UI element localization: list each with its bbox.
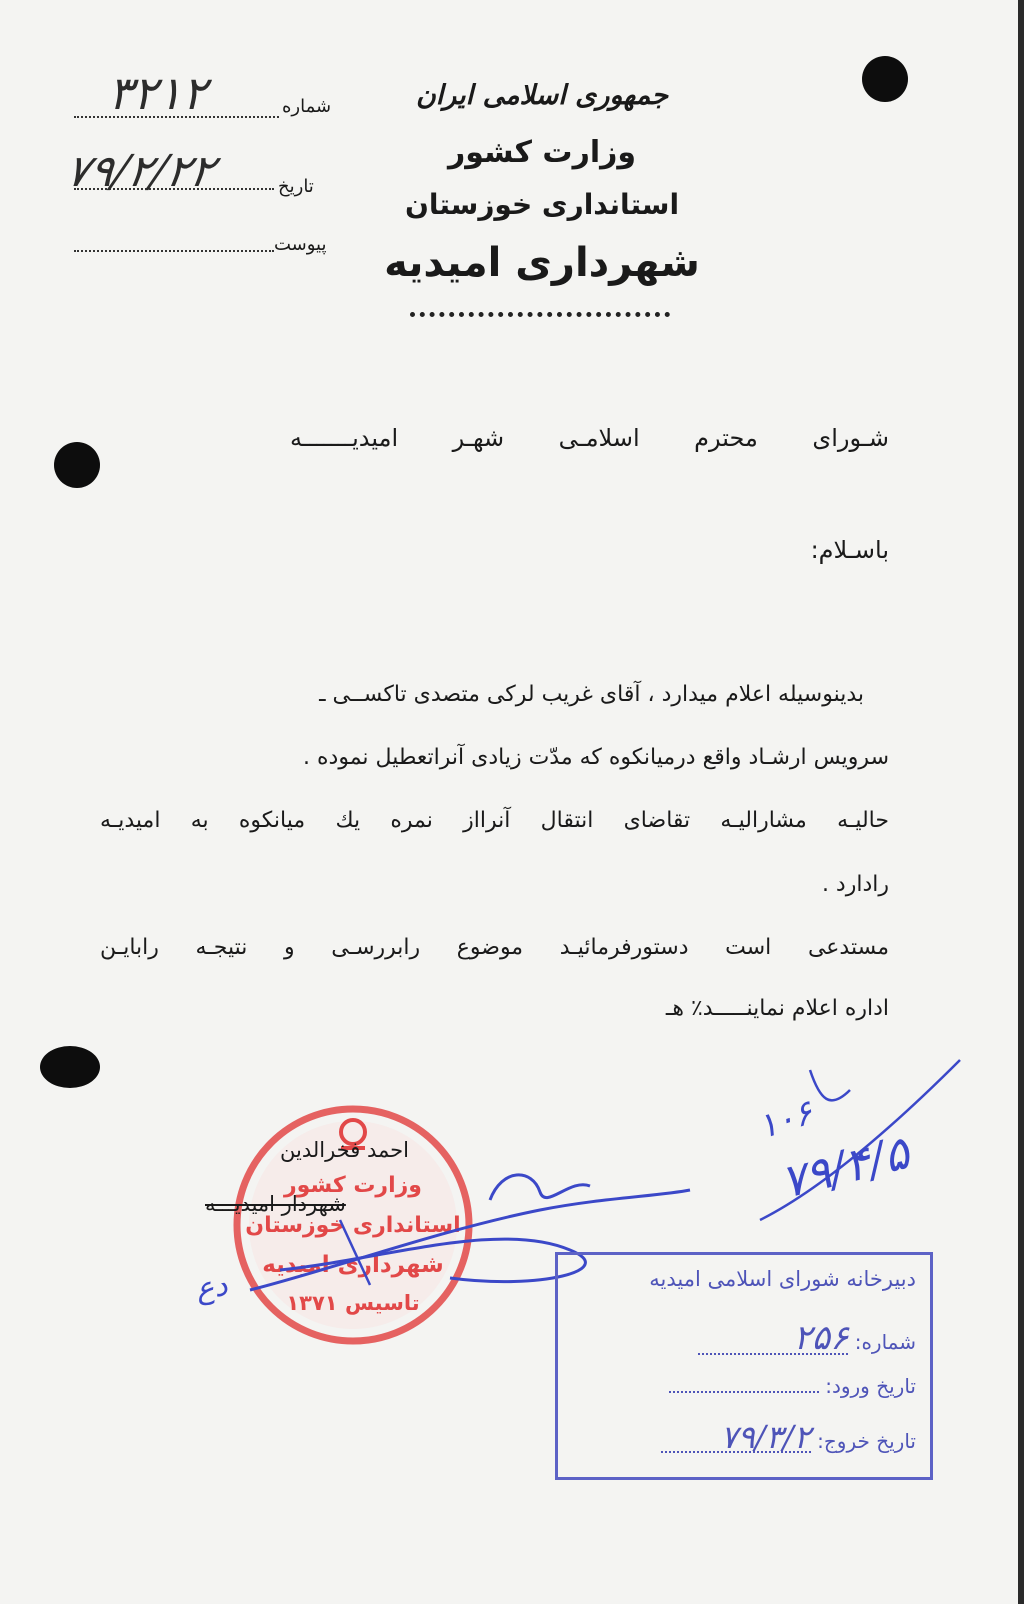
letter-line-1: بدینوسیله اعلام میدارد ، آقای غریب لرکی متصدی تاکســی ـ: [319, 682, 864, 707]
attachment-dotted-line: [74, 250, 274, 252]
header-governorate: استانداری خوزستان: [404, 188, 680, 221]
side-initial-handwritten: دع: [193, 1267, 230, 1308]
stamp-number-row: [698, 1318, 916, 1358]
punch-hole-top: [862, 56, 908, 102]
stamp-exit-label: تاریخ خروج:: [817, 1429, 916, 1453]
stamp-exit-value: ۷۹/۳/۲: [661, 1423, 811, 1453]
header-divider: [410, 312, 670, 317]
council-registry-stamp: [555, 1252, 933, 1480]
header-ministry: وزارت کشور: [447, 135, 637, 170]
stamp-entry-dotted-line: [669, 1373, 819, 1393]
seal-text-3: شهرداری امیدیه: [262, 1252, 444, 1278]
punch-hole-bottom: [40, 1046, 100, 1088]
stamp-number-label: شماره:: [854, 1330, 916, 1354]
header-municipality: شهرداری امیدیه: [384, 240, 700, 286]
seal-text-1: وزارت کشور: [284, 1173, 422, 1198]
date-label: تاریخ: [278, 176, 314, 197]
number-label: شماره: [282, 96, 332, 117]
stamp-entry-label: تاریخ ورود:: [825, 1374, 916, 1398]
signer-name: احمد فخرالدین: [280, 1138, 409, 1162]
seal-text-4: تاسیس ۱۳۷۱: [286, 1291, 420, 1315]
stamp-title: دبیرخانه شورای اسلامی امیدیه: [649, 1267, 916, 1291]
letter-recipient: شـوراى محترم اسلامـى شهـر امیدیـــــــه: [290, 424, 889, 452]
letter-line-2: سرویس ارشـاد واقع درمیانکوه که مدّت زیادی آنراتعطیل نموده .: [303, 745, 889, 770]
letter-line-5: مستدعی است دستورفرمائیـد موضوع رابررسـی و نتیجـه رابایـن: [100, 935, 889, 960]
letter-greeting: باسـلام:: [810, 536, 889, 564]
attachment-label: پیوست: [274, 234, 327, 255]
marginal-number-handwritten: ۱۰۶: [753, 1092, 818, 1148]
letter-line-6: اداره اعلام نماینـــــد٪ هـ: [665, 996, 889, 1021]
letter-line-3: حالیـه مشارالیـه تقاضای انتقال آنرااز نمره یك میانکوه به امیدیـه: [100, 808, 889, 833]
number-handwritten: ۳۲۱۲: [108, 66, 207, 120]
punch-hole-middle: [54, 442, 100, 488]
scan-edge: [1018, 0, 1024, 1604]
stamp-exit-row: [661, 1418, 916, 1456]
stamp-number-value: ۲۵۶: [698, 1323, 848, 1355]
letter-line-4: رادارد .: [821, 872, 889, 897]
date-handwritten: ۷۹/۲/۲۲: [61, 146, 219, 197]
signer-title: شهردار امیدیـــه: [205, 1192, 346, 1216]
marginal-date-handwritten: ۷۹/۴/۵: [775, 1125, 915, 1209]
header-country: جمهوری اسلامی ایران: [415, 80, 669, 111]
stamp-entry-row: [669, 1373, 916, 1398]
seal-text-2: استانداری خوزستان: [245, 1213, 461, 1238]
